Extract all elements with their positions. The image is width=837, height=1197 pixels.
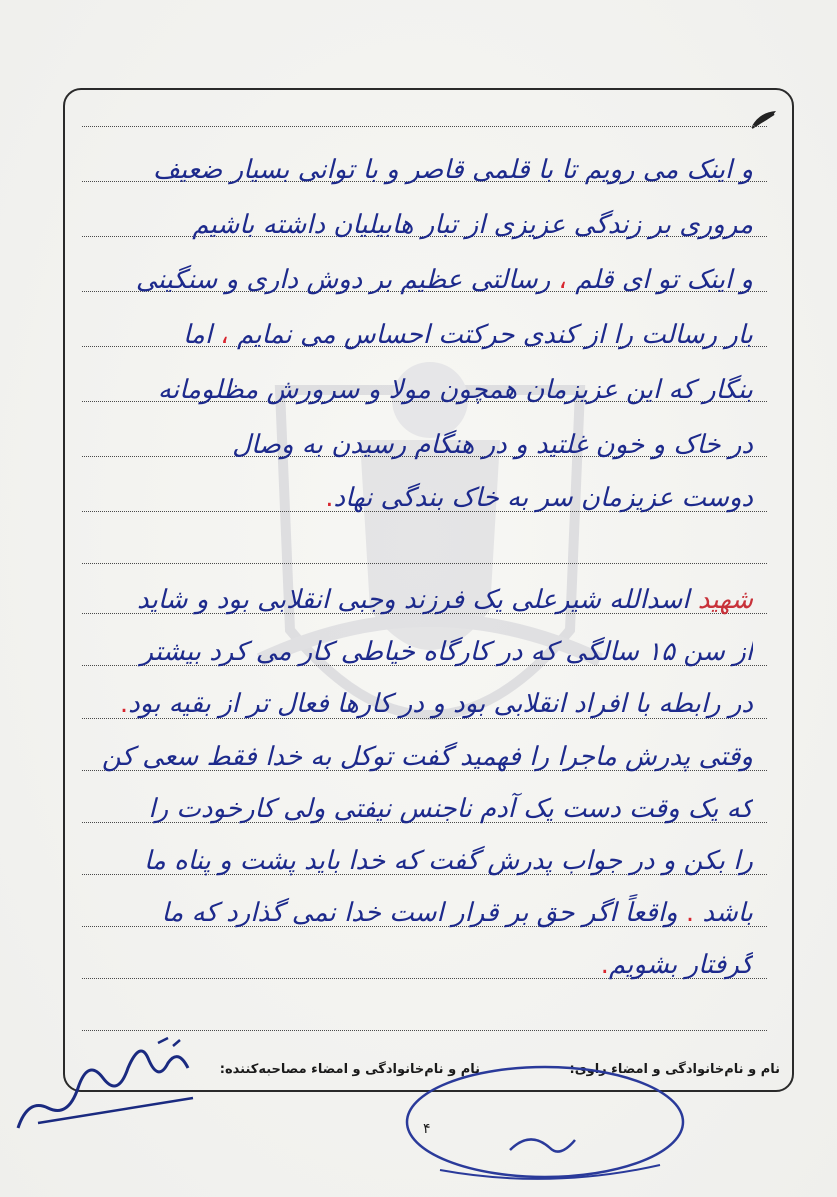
handwritten-line: در خاک و خون غلتید و در هنگام رسیدن به وصال bbox=[232, 430, 753, 460]
handwritten-line: بنگار که این عزیزمان همچون مولا و سرورش مظلومانه bbox=[157, 375, 753, 405]
handwritten-line: باشد . واقعاً اگر حق بر قرار است خدا نمی گذارد که ما bbox=[161, 898, 753, 928]
handwritten-line: در رابطه با افراد انقلابی بود و در کارها فعال تر از بقیه بود. bbox=[119, 689, 753, 719]
red-comma: ، bbox=[220, 320, 229, 350]
red-period: . bbox=[685, 898, 695, 928]
interviewer-signature-stamp bbox=[400, 1060, 690, 1190]
red-comma: ، bbox=[558, 265, 567, 295]
handwritten-line: شهید اسدالله شیرعلی یک فرزند وجبی انقلابی بود و شاید bbox=[136, 585, 753, 615]
handwritten-line: دوست عزیزمان سر به خاک بندگی نهاد. bbox=[325, 483, 753, 513]
handwritten-line bbox=[96, 530, 753, 570]
red-period: . bbox=[600, 950, 609, 980]
red-period: . bbox=[325, 483, 334, 513]
handwritten-line: را بکن و در جواب پدرش گفت که خدا باید پشت و پناه ما bbox=[143, 846, 753, 876]
red-heading-word: شهید bbox=[697, 585, 753, 615]
handwritten-line: و اینک می رویم تا با قلمی قاصر و با توانی بسیار ضعیف bbox=[152, 155, 753, 185]
page-number: ۴ bbox=[423, 1121, 431, 1137]
handwritten-line: و اینک تو ای قلم ، رسالتی عظیم بر دوش داری و سنگینی bbox=[135, 265, 753, 295]
narrator-signature-label: نام و نام‌خانوادگی و امضاء راوی: bbox=[569, 1062, 780, 1077]
interviewer-signature-label: نام و نام‌خانوادگی و امضاء مصاحبه‌کننده: bbox=[219, 1062, 480, 1077]
handwritten-line: مروری بر زندگی عزیزی از تبار هابیلیان داشته باشیم bbox=[192, 210, 753, 240]
handwritten-line: گرفتار بشویم. bbox=[600, 950, 753, 980]
narrator-signature bbox=[8, 1028, 208, 1138]
handwritten-line: وقتی پدرش ماجرا را فهمید گفت توکل به خدا فقط سعی کن bbox=[101, 742, 753, 772]
handwritten-line: که یک وقت دست یک آدم ناجنس نیفتی ولی کارخودت را bbox=[148, 794, 753, 824]
handwritten-line: بار رسالت را از کندی حرکتت احساس می نمایم ، اما bbox=[183, 320, 753, 350]
red-period: . bbox=[119, 689, 129, 719]
ruled-line bbox=[82, 126, 767, 127]
handwritten-line: از سن ۱۵ سالگی که در کارگاه خیاطی کار می کرد بیشتر bbox=[140, 637, 753, 667]
